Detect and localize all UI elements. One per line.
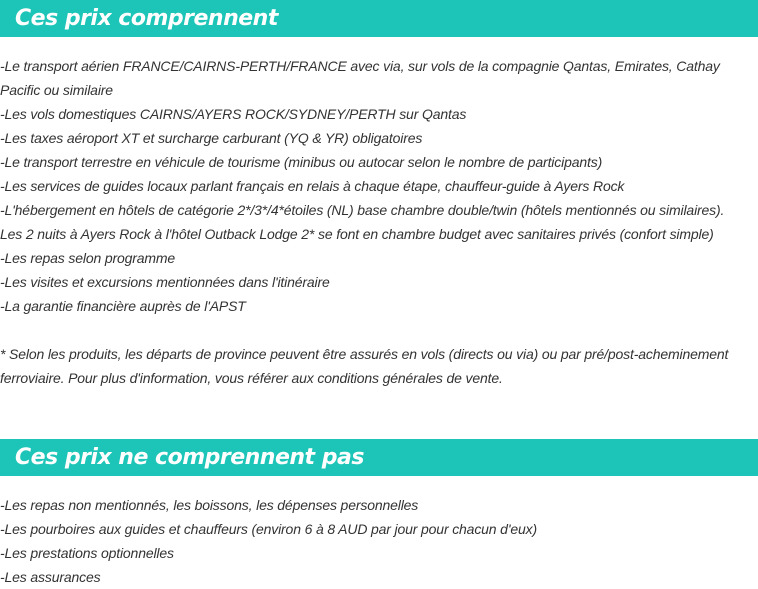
included-item: -Les visites et excursions mentionnées dans l'itinéraire	[0, 274, 330, 290]
section-title-excluded: Ces prix ne comprennent pas	[15, 445, 364, 470]
included-item: Les 2 nuits à Ayers Rock à l'hôtel Outback Lodge 2* se font en chambre budget avec sanitaires privés (confort simple)	[0, 226, 714, 242]
excluded-item: -Les repas non mentionnés, les boissons, les dépenses personnelles	[0, 497, 419, 513]
included-item: Pacific ou similaire	[0, 82, 113, 98]
footnote-line: ferroviaire. Pour plus d'information, vous référer aux conditions générales de vente.	[0, 370, 503, 386]
included-item: -Le transport terrestre en véhicule de tourisme (minibus ou autocar selon le nombre de participants)	[0, 154, 603, 170]
excluded-item: -Les pourboires aux guides et chauffeurs (environ 6 à 8 AUD par jour pour chacun d'eux)	[0, 521, 537, 537]
included-item: -Les taxes aéroport XT et surcharge carburant (YQ & YR) obligatoires	[0, 130, 423, 146]
included-item: -Les vols domestiques CAIRNS/AYERS ROCK/SYDNEY/PERTH sur Qantas	[0, 106, 467, 122]
included-item: -La garantie financière auprès de l'APST	[0, 298, 246, 314]
included-item: -L'hébergement en hôtels de catégorie 2*/3*/4*étoiles (NL) base chambre double/twin (hôtels mentionnés ou similaires).	[0, 202, 725, 218]
footnote-line: * Selon les produits, les départs de province peuvent être assurés en vols (directs ou via) ou par pré/post-acheminement	[0, 346, 729, 362]
section-title-included: Ces prix comprennent	[15, 6, 278, 31]
section-header-included	[0, 0, 758, 37]
excluded-item: -Les prestations optionnelles	[0, 545, 174, 561]
included-item: -Les repas selon programme	[0, 250, 176, 266]
included-item: -Les services de guides locaux parlant français en relais à chaque étape, chauffeur-guide à Ayers Rock	[0, 178, 625, 194]
included-item: -Le transport aérien FRANCE/CAIRNS-PERTH/FRANCE avec via, sur vols de la compagnie Qantas, Emirates, Cathay	[0, 58, 720, 74]
section-header-excluded	[0, 439, 758, 476]
excluded-item: -Les assurances	[0, 569, 101, 585]
